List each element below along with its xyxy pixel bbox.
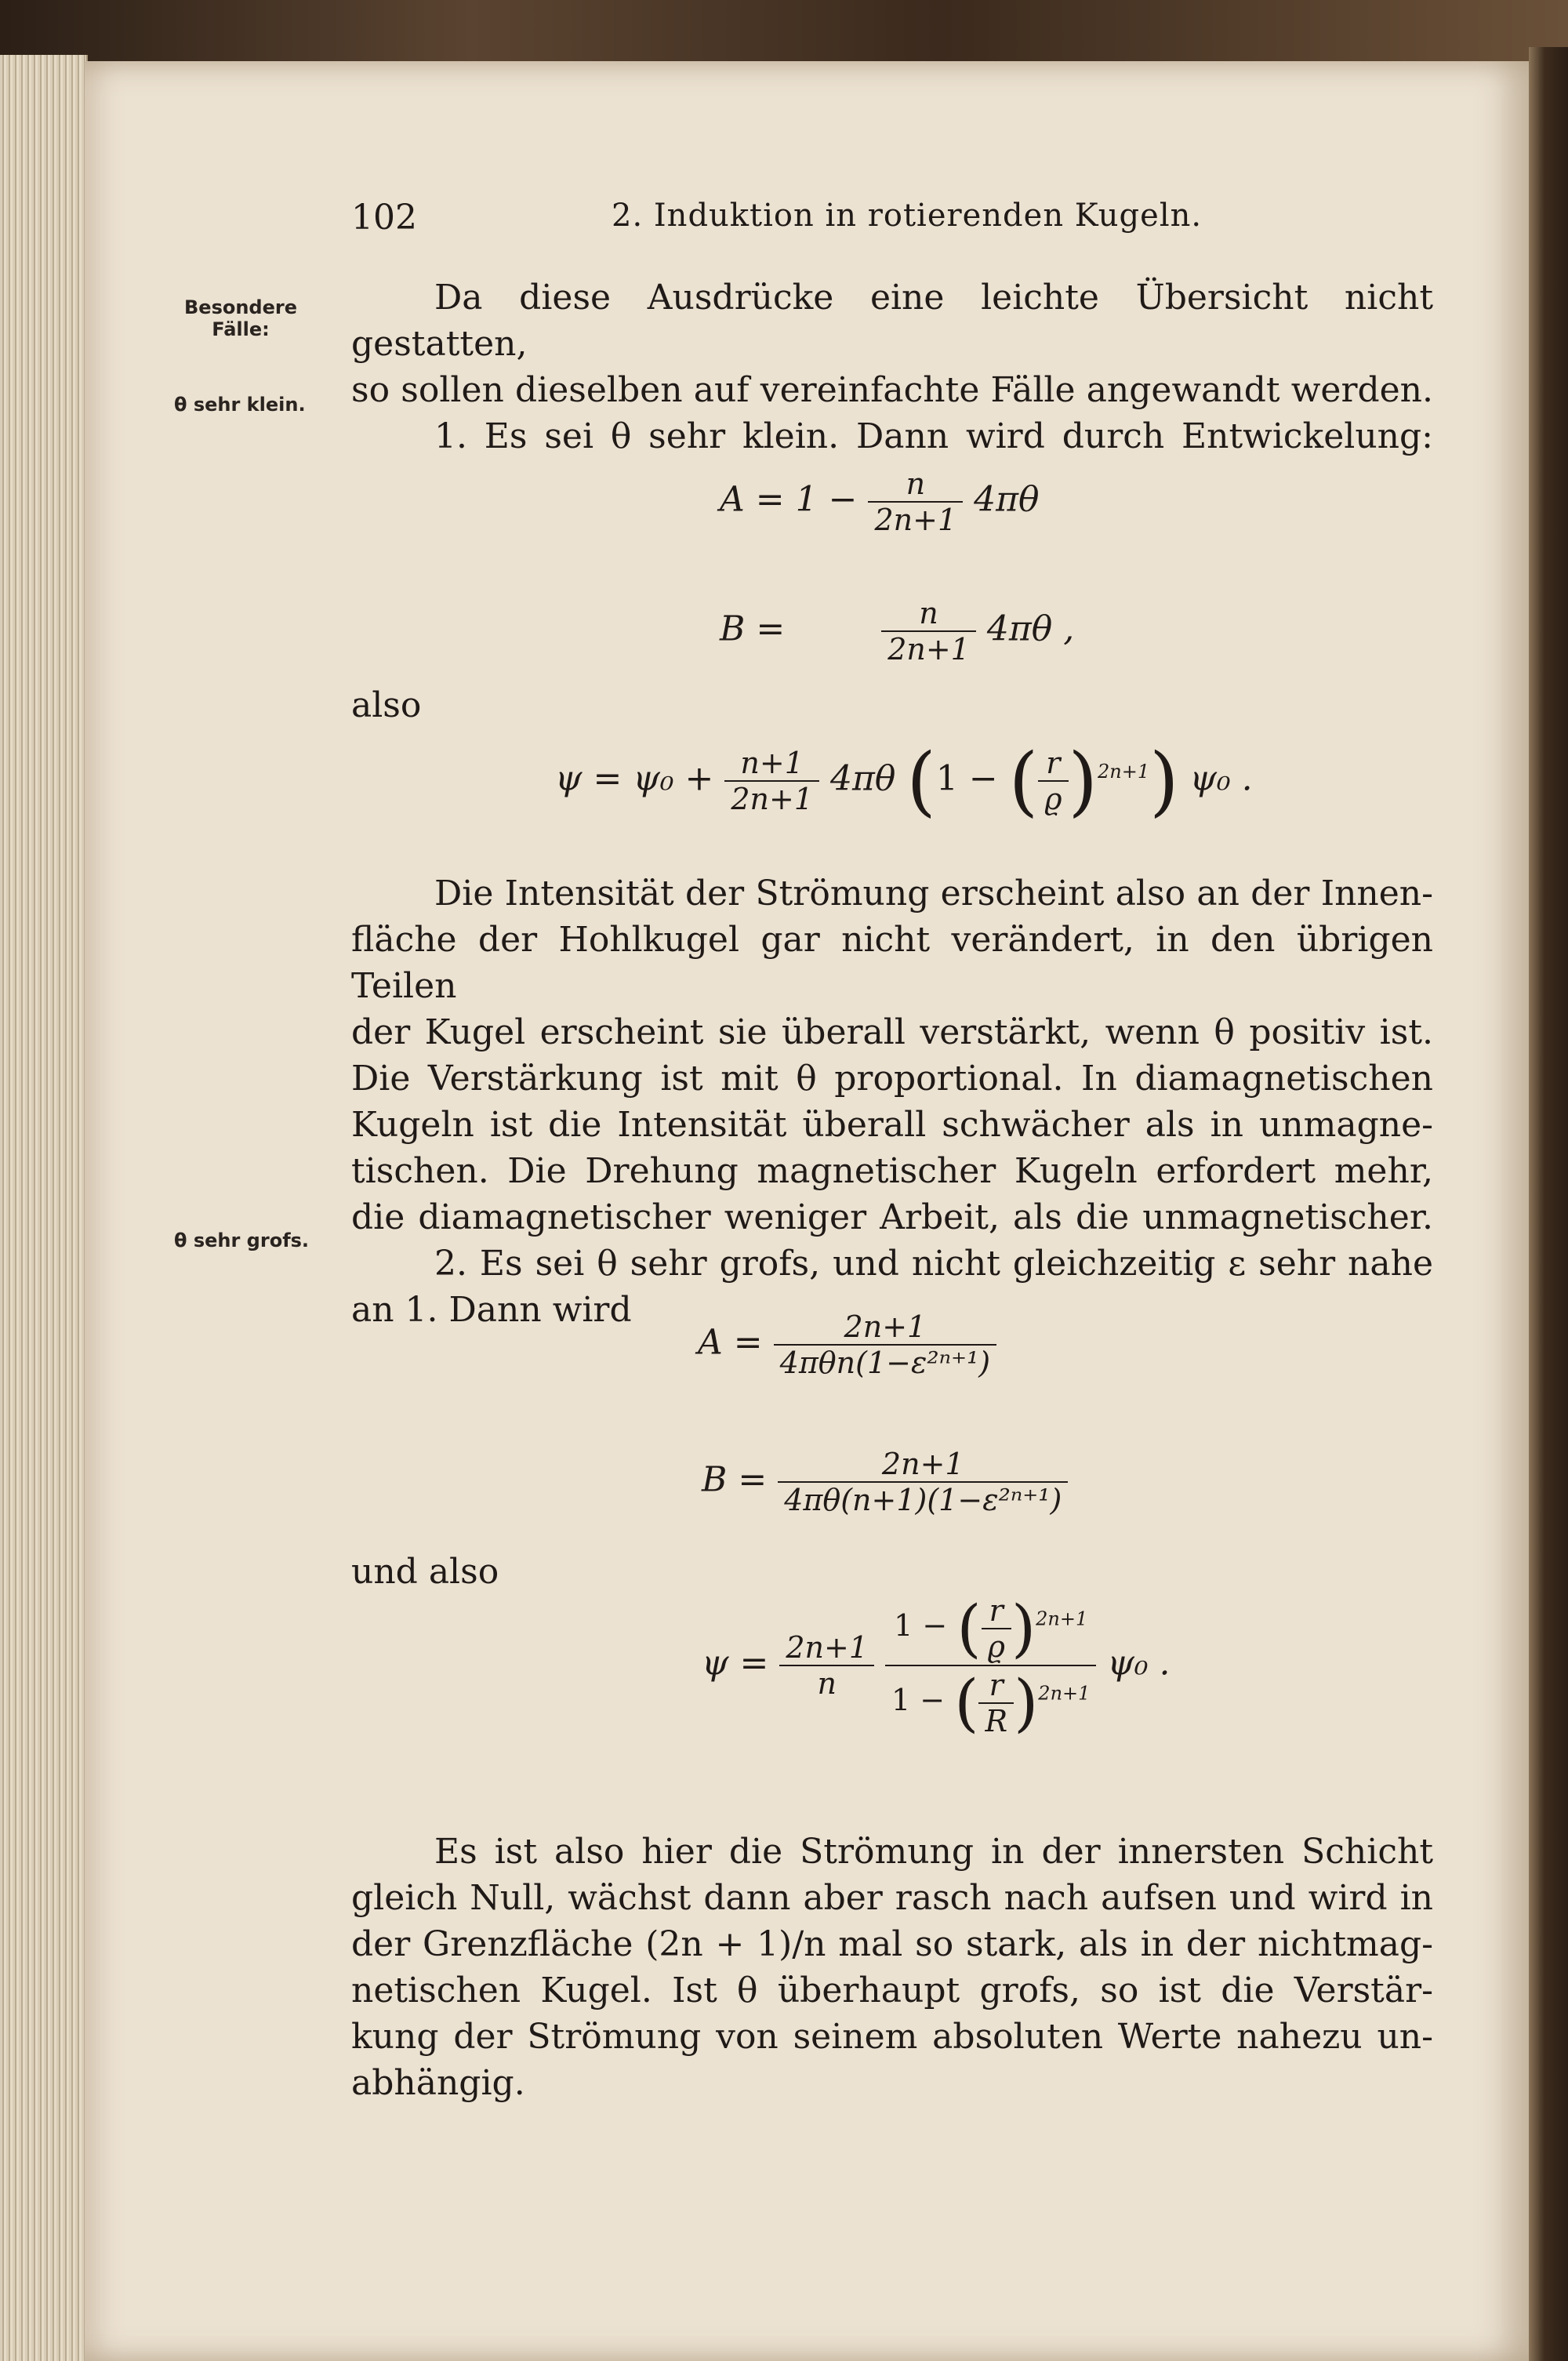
- page-stack-edges: [0, 55, 88, 2361]
- margin-note-gross: θ sehr grofs.: [174, 1230, 310, 1251]
- text-line: Kugeln ist die Intensität überall schwächer als in unmagne-: [351, 1105, 1433, 1145]
- intensity-paragraph: [351, 870, 1433, 1333]
- margin-note-klein: θ sehr klein.: [174, 394, 306, 416]
- text-line: Es ist also hier die Strömung in der innersten Schicht: [434, 1832, 1433, 1872]
- margin-note-besondere: Besondere Fälle:: [184, 296, 297, 340]
- text-line: fläche der Hohlkugel gar nicht verändert, in den übrigen Teilen: [351, 920, 1433, 1006]
- equation-A-large: A = $\frac{2n+1}{\text{4πθn(1−ε²ⁿ⁺¹)}}$: [698, 1309, 996, 1380]
- intro-paragraph: [351, 274, 1433, 459]
- text-line: der Grenzfläche (2n + 1)/n mal so stark, als in der nichtmag-: [351, 1924, 1433, 1964]
- text-line: an 1. Dann wird: [351, 1290, 632, 1330]
- text-line: kung der Strömung von seinem absoluten Werte nahezu un-: [351, 2017, 1433, 2057]
- equation-B-large: B = $\frac{2n+1}{\text{4πθ(n+1)(1−ε²ⁿ⁺¹)}}$: [702, 1447, 1068, 1517]
- text-line: die diamagnetischer weniger Arbeit, als die unmagnetischer.: [351, 1197, 1433, 1237]
- running-title: 2. Induktion in rotierenden Kugeln.: [612, 198, 1203, 234]
- text-line: so sollen dieselben auf vereinfachte Fälle angewandt werden.: [351, 370, 1433, 410]
- text-line: 1. Es sei θ sehr klein. Dann wird durch Entwickelung:: [434, 416, 1433, 456]
- text-line: 2. Es sei θ sehr grofs, und nicht gleichzeitig ε sehr nahe: [434, 1244, 1433, 1284]
- equation-psi-small: ψ = ψ₀ + $\frac{n+1}{2n+1}$ 4πθ (1 − ( $\frac{r}{ϱ}$ )$^{2n+1}$) ψ₀ .: [555, 737, 1253, 825]
- text-line: gleich Null, wächst dann aber rasch nach aufsen und wird in: [351, 1878, 1433, 1918]
- equation-B-small: B = $\frac{n}{2n+1}$ 4πθ ,: [720, 596, 1075, 667]
- und-also-line: und also: [351, 1552, 499, 1592]
- conclusion-paragraph: [351, 1829, 1433, 2106]
- equation-psi-large: ψ = $\frac{2n+1}{n}$ 1 − ( $\frac{r}{ϱ}$ )$^{2n+1}$ 1 − ( $\frac{r}{R}$ )$^{2n+1}$ ψ₀ .: [702, 1592, 1171, 1739]
- text-line: abhängig.: [351, 2063, 525, 2103]
- equation-A-small: A = 1 − $\frac{n}{2n+1}$ 4πθ: [720, 467, 1040, 537]
- page-number: 102: [351, 198, 417, 238]
- text-line: der Kugel erscheint sie überall verstärkt, wenn θ positiv ist.: [351, 1012, 1433, 1052]
- text-line: Da diese Ausdrücke eine leichte Übersicht nicht gestatten,: [351, 278, 1433, 364]
- book-spine-shadow: [1529, 47, 1568, 2361]
- text-line: netischen Kugel. Ist θ überhaupt grofs, so ist die Verstär-: [351, 1971, 1433, 2010]
- book-cover-edge: [0, 0, 1568, 71]
- also-line: also: [351, 685, 422, 725]
- text-line: Die Verstärkung ist mit θ proportional. In diamagnetischen: [351, 1059, 1433, 1099]
- text-line: tischen. Die Drehung magnetischer Kugeln erfordert mehr,: [351, 1151, 1433, 1191]
- text-line: Die Intensität der Strömung erscheint also an der Innen-: [434, 874, 1433, 914]
